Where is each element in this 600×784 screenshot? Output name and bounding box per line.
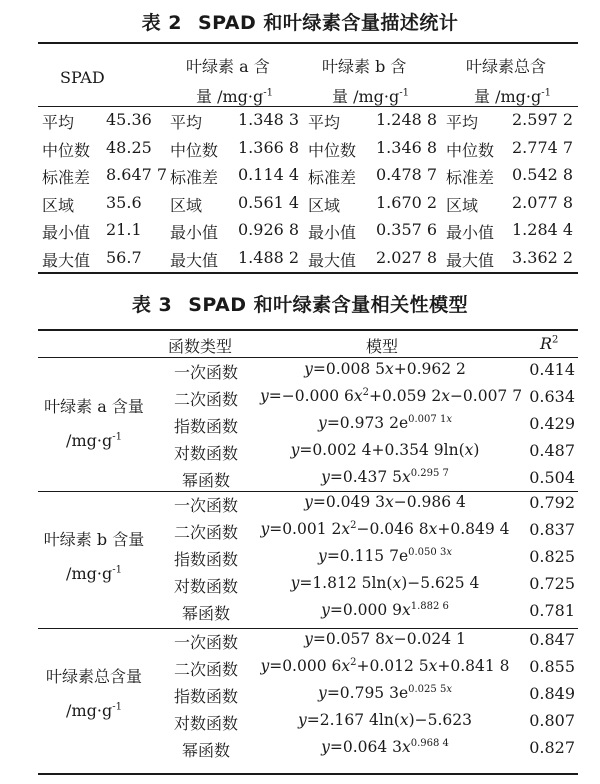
table3-group-label [38,523,150,591]
table2-header-total-line1: 叶绿素总含 [466,57,547,76]
group-name: 叶绿素总含量 [45,667,142,686]
table3-number: 表 3 [131,294,173,316]
table3-group-label [38,390,150,458]
table3-func-type: 指数函数 [173,550,238,569]
table3-func-type: 幂函数 [181,604,230,623]
table2-cell-total-value: 2.774 7 [512,137,574,157]
table3-header-model: 模型 [366,337,399,356]
table2-cell-total-value: 2.077 8 [512,192,574,212]
group-unit: $/mg\cdot g^{-1}$ [66,564,122,583]
table2-cell-spad-value: 35.6 [106,192,142,212]
table2-cell-stat-label-total: 标准差 [446,168,495,187]
table3-header-r2: $R^2$ [540,334,559,353]
table2-cell-spad-value: 45.36 [106,110,152,129]
table3-r2-value: 0.847 [529,630,575,649]
table2-cell-a-value: 1.366 8 [238,137,300,157]
table2-cell-total-value: 1.284 4 [512,220,574,239]
table3-model-equation: y=2.167 4ln(x)−5.623 [297,711,473,729]
table3-func-type: 指数函数 [173,687,238,706]
table3-r2-value: 0.781 [529,601,575,620]
table3-header-rule [38,357,578,358]
table3-model-equation: y=0.008 5x+0.962 2 [304,360,466,378]
table3-model-equation: y=0.000 $9x^{1.882 6}$ [321,600,449,619]
table2-header-a-line1: 叶绿素 a 含 [186,57,270,76]
table2-cell-stat-label-total: 最小值 [446,223,495,242]
table2-cell-stat-label-total: 最大值 [446,250,495,270]
table2-header-b-line2: 量 $/mg\cdot g^{-1}$ [332,87,409,106]
table2-cell-a-value: 1.348 3 [238,110,300,129]
table3-r2-value: 0.429 [529,414,575,433]
table3-group-label [38,660,150,728]
table3-r2-value: 0.827 [529,738,575,757]
table2-cell-stat-label-a: 区域 [170,195,203,215]
table2-cell-b-value: 0.357 6 [376,220,438,239]
table3-model-equation: y=0.000 $6x^2+0.012$ 5x+0.841 8 [260,656,510,675]
table2-cell-a-value: 0.561 4 [238,192,300,212]
table3-group-rule [38,491,578,492]
table2-caption [0,8,600,35]
table2-cell-stat-label-total: 平均 [446,113,479,132]
table3-bottom-rule [38,773,578,775]
table2-cell-stat-label-a: 平均 [170,113,203,132]
table2-cell-spad-value: 56.7 [106,247,142,267]
table2-cell-spad-value: 48.25 [106,137,152,157]
table3-model-equation: y=0.437 $5x^{0.295 7}$ [321,467,449,486]
table2-cell-b-value: 0.478 7 [376,165,438,184]
table2-cell-stat-label: 平均 [42,113,75,132]
table3-model-equation: y=0.049 3x−0.986 4 [304,493,466,511]
table2-cell-a-value: 0.926 8 [238,220,300,239]
table3-func-type: 二次函数 [173,660,238,679]
table2-cell-stat-label: 区域 [42,195,75,215]
table3-model-equation: y=0.115 $7e^{0.050 3x}$ [318,546,452,565]
table3-group-rule [38,628,578,629]
table3-func-type: 对数函数 [173,714,238,733]
table2-header-b-line1: 叶绿素 b 含 [322,57,407,76]
table3-func-type: 一次函数 [173,633,238,652]
table3-model-equation: y=−0.000 $6x^2+0.059$ 2x−0.007 7 [260,386,523,405]
table2-header-total-line2: 量 $/mg\cdot g^{-1}$ [474,87,551,106]
table3-model-equation: y=1.812 5ln(x)−5.625 4 [290,574,480,592]
table3-top-rule [38,329,578,331]
table2-cell-b-value: 1.670 2 [376,192,438,212]
table2-cell-stat-label-b: 中位数 [308,140,357,160]
group-name: 叶绿素 b 含量 [43,530,145,549]
table2-cell-b-value: 1.346 8 [376,137,438,157]
table3-r2-value: 0.807 [529,711,575,730]
table2-cell-b-value: 1.248 8 [376,110,438,129]
table3-r2-value: 0.634 [529,387,575,406]
table2-bottom-rule [38,272,578,274]
table3-model-equation: y=0.002 4+0.354 9ln(x) [290,441,480,459]
table2-cell-stat-label: 标准差 [42,168,91,187]
table2-cell-stat-label-a: 最小值 [170,223,219,242]
table2-cell-total-value: 2.597 2 [512,110,574,129]
table3-func-type: 一次函数 [173,363,238,382]
table3-model-equation: y=0.064 $3x^{0.968 4}$ [321,737,449,756]
table2-cell-b-value: 2.027 8 [376,247,438,267]
table2-cell-a-value: 1.488 2 [238,247,300,267]
table2-top-rule [38,42,578,44]
table3-title: SPAD 和叶绿素含量相关性模型 [188,294,469,316]
table2-cell-stat-label: 最小值 [42,223,91,242]
table2-cell-stat-label-b: 最大值 [308,250,357,270]
group-unit: $/mg\cdot g^{-1}$ [66,431,122,450]
table3-func-type: 对数函数 [173,444,238,463]
table3-r2-value: 0.849 [529,684,575,703]
table3-model-equation: y=0.973 $2e^{0.007 1x}$ [318,413,452,432]
table3-func-type: 对数函数 [173,577,238,596]
table2-cell-stat-label-total: 区域 [446,195,479,215]
table3-func-type: 二次函数 [173,523,238,542]
table3-r2-value: 0.414 [529,360,575,379]
table3-r2-value: 0.504 [529,468,575,487]
table2-cell-spad-value: 8.647 7 [106,165,168,184]
table3-model-equation: y=0.001 $2x^2-0.046$ 8x+0.849 4 [260,519,510,538]
group-name: 叶绿素 a 含量 [44,397,144,416]
table3-func-type: 一次函数 [173,496,238,515]
table3-r2-value: 0.825 [529,547,575,566]
table2-cell-stat-label: 最大值 [42,250,91,270]
table3-r2-value: 0.837 [529,520,575,539]
table3-func-type: 幂函数 [181,471,230,490]
table3-func-type: 指数函数 [173,417,238,436]
table3-header-func: 函数类型 [168,337,233,356]
table2-cell-stat-label-b: 标准差 [308,168,357,187]
table2-header-rule [38,106,578,107]
table2-title: SPAD 和叶绿素含量描述统计 [197,12,459,34]
table3-model-equation: y=0.795 $3e^{0.025 5x}$ [318,683,452,702]
table2-cell-stat-label-b: 平均 [308,113,341,132]
table2-cell-stat-label-a: 标准差 [170,168,219,187]
table3-r2-value: 0.792 [529,493,575,512]
table3-caption [0,290,600,317]
table2-cell-stat-label-total: 中位数 [446,140,495,160]
table3-r2-value: 0.487 [529,441,575,460]
table2-cell-total-value: 3.362 2 [512,247,574,267]
table2-cell-stat-label-a: 最大值 [170,250,219,270]
table3-r2-value: 0.725 [529,574,575,593]
table2-cell-stat-label-a: 中位数 [170,140,219,160]
table2-cell-a-value: 0.114 4 [238,165,300,184]
table2-header-a-line2: 量 $/mg\cdot g^{-1}$ [196,87,273,106]
table2-cell-spad-value: 21.1 [106,220,142,239]
table3-model-equation: y=0.057 8x−0.024 1 [304,630,466,648]
table3-func-type: 幂函数 [181,741,230,760]
table2-cell-stat-label: 中位数 [42,140,91,160]
group-unit: $/mg\cdot g^{-1}$ [66,701,122,720]
table3-func-type: 二次函数 [173,390,238,409]
table2-header-spad: SPAD [60,68,105,87]
table2-cell-stat-label-b: 最小值 [308,223,357,242]
table2-cell-stat-label-b: 区域 [308,195,341,215]
table3-r2-value: 0.855 [529,657,575,676]
table2-number: 表 2 [141,12,182,34]
table2-cell-total-value: 0.542 8 [512,165,574,184]
